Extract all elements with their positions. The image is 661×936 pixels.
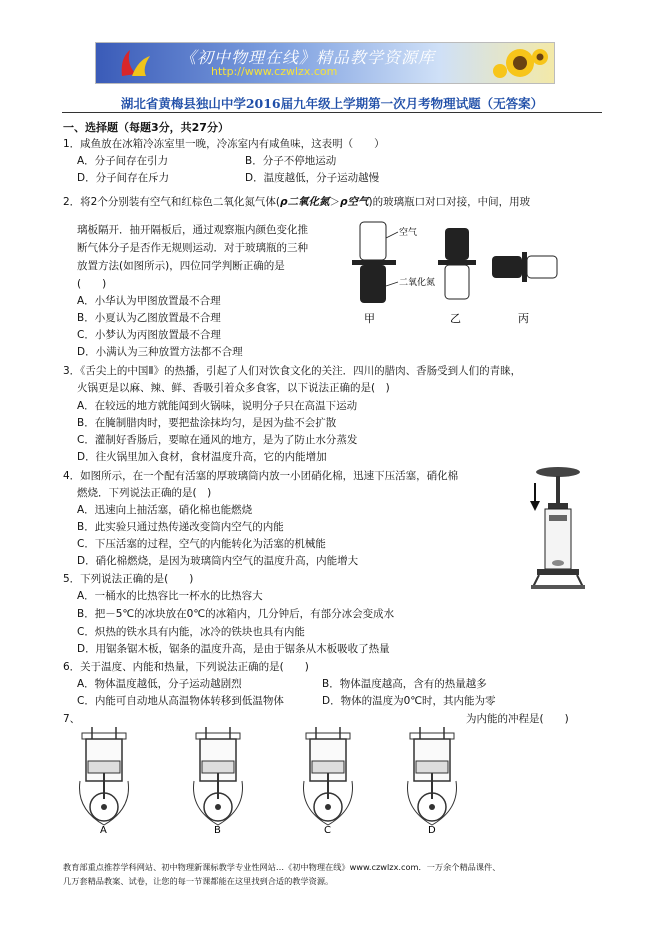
document-title: 湖北省黄梅县独山中学2016届九年级上学期第一次月考物理试题（无答案）: [120, 96, 544, 111]
q3-option-b[interactable]: B．在腌制腊肉时，要把盐涂抹均匀，是因为盐不会扩散: [77, 417, 337, 429]
q2-option-c[interactable]: C．小梦认为丙图放置最不合理: [77, 329, 221, 341]
q2-line5: ( ): [77, 278, 107, 290]
header-banner: [95, 42, 555, 84]
engine-label-b: B: [214, 825, 221, 836]
q6-line1: 6．关于温度、内能和热量，下列说法正确的是( ): [63, 661, 309, 673]
footer-line2: 几万套精品教案、试卷，让您的每一节课都能在这里找到合适的教学资源。: [63, 876, 334, 886]
q6-option-b[interactable]: B．物体温度越高，含有的热量越多: [322, 678, 487, 690]
q4-piston-figure: [525, 463, 587, 591]
banner-title: 《初中物理在线》精品教学资源库: [180, 48, 436, 67]
q2-line1: 2．将2个分别装有空气和红棕色二氧化氮气体(ρ二氧化氮＞ρ空气)的玻璃瓶口对口对接，中间，用玻: [63, 196, 531, 208]
q3-option-c[interactable]: C．灌制好香肠后，要晾在通风的地方，是为了防止水分蒸发: [77, 434, 358, 446]
engine-diagram-a: [80, 727, 129, 825]
q5-option-a[interactable]: A．一桶水的比热容比一杯水的比热容大: [77, 590, 263, 602]
engine-diagram-d: [408, 727, 457, 825]
q7-tail: 为内能的冲程是( ): [466, 713, 569, 725]
engine-label-d: D: [428, 825, 436, 836]
q7-number: 7、: [63, 713, 81, 725]
label-yi: 乙: [450, 312, 461, 325]
q5-option-b[interactable]: B．把－5℃的冰块放在0℃的冰箱内，几分钟后，有部分冰会变成水: [77, 608, 395, 620]
q6-option-a[interactable]: A．物体温度越低，分子运动越剧烈: [77, 678, 242, 690]
sunflower-icon: [490, 45, 550, 81]
engine-label-c: C: [324, 825, 331, 836]
q1-stem: 1．咸鱼放在冰箱冷冻室里一晚，冷冻室内有咸鱼味，这表明（ ）: [63, 138, 385, 150]
label-no2: 二氧化氮: [399, 278, 436, 288]
q3-line1: 3．《舌尖上的中国Ⅱ》的热播，引起了人们对饮食文化的关注．四川的腊肉、香肠受到人们的青睐，: [63, 365, 522, 377]
q2-bottles-figure: [342, 218, 562, 330]
section-heading: 一、选择题（每题3分，共27分）: [63, 121, 229, 134]
q1-option-c[interactable]: D．分子间存在斥力: [77, 172, 170, 184]
q5-option-d[interactable]: D．用锯条锯木板，锯条的温度升高，是由于锯条从木板吸收了热量: [77, 643, 390, 655]
label-jia: 甲: [364, 312, 375, 325]
label-bing: 丙: [518, 312, 529, 325]
q7-engine-figures: [72, 727, 462, 837]
q4-option-b[interactable]: B．此实验只通过热传递改变筒内空气的内能: [77, 521, 284, 533]
q5-line1: 5．下列说法正确的是( ): [63, 573, 194, 585]
q4-line1: 4．如图所示，在一个配有活塞的厚玻璃筒内放一小团硝化棉，迅速下压活塞，硝化棉: [63, 470, 459, 482]
q4-line2: 燃烧．下列说法正确的是( ): [77, 487, 212, 499]
q2-line4: 放置方法(如图所示)，四位同学判断正确的是: [77, 260, 285, 272]
q2-line3: 断气体分子是否作无规则运动．对于玻璃瓶的三种: [77, 242, 308, 254]
q2-option-d[interactable]: D．小满认为三种放置方法都不合理: [77, 346, 243, 358]
bottle-setup-jia: [352, 222, 435, 325]
q2-line2: 璃板隔开．抽开隔板后，通过观察瓶内颜色变化推: [77, 224, 308, 236]
q3-option-d[interactable]: D．往火锅里加入食材，食材温度升高，它的内能增加: [77, 451, 327, 463]
title-divider: [62, 112, 602, 113]
label-air: 空气: [399, 228, 418, 238]
footer-line1: 教育部重点推荐学科网站、初中物理新课标教学专业性网站…《初中物理在线》www.czwlzx.com．一万余个精品课件、: [63, 862, 501, 872]
q1-option-d[interactable]: D．温度越低，分子运动越慢: [245, 172, 380, 184]
bottle-setup-yi: [438, 228, 476, 325]
q2-option-a[interactable]: A．小华认为甲图放置最不合理: [77, 295, 221, 307]
q3-line2: 火锅更是以麻、辣、鲜、香吸引着众多食客，以下说法正确的是( ): [77, 382, 390, 394]
q6-option-c[interactable]: C．内能可自动地从高温物体转移到低温物体: [77, 695, 284, 707]
q6-option-d[interactable]: D．物体的温度为0℃时，其内能为零: [322, 695, 496, 707]
q5-option-c[interactable]: C．炽热的铁水具有内能，冰冷的铁块也具有内能: [77, 626, 305, 638]
q2-option-b[interactable]: B．小夏认为乙图放置最不合理: [77, 312, 221, 324]
q1-option-b[interactable]: B．分子不停地运动: [245, 155, 337, 167]
q4-option-c[interactable]: C．下压活塞的过程，空气的内能转化为活塞的机械能: [77, 538, 326, 550]
engine-label-a: A: [100, 825, 107, 836]
engine-diagram-c: [304, 727, 353, 825]
q3-option-a[interactable]: A．在较远的地方就能闻到火锅味，说明分子只在高温下运动: [77, 400, 358, 412]
engine-diagram-b: [194, 727, 243, 825]
site-logo-icon: [116, 46, 156, 80]
q4-option-d[interactable]: D．硝化棉燃烧，是因为玻璃筒内空气的温度升高，内能增大: [77, 555, 359, 567]
q4-option-a[interactable]: A．迅速向上抽活塞，硝化棉也能燃烧: [77, 504, 253, 516]
bottle-setup-bing: [492, 252, 557, 325]
q1-option-a[interactable]: A．分子间存在引力: [77, 155, 169, 167]
banner-url[interactable]: http://www.czwlzx.com: [211, 65, 338, 78]
